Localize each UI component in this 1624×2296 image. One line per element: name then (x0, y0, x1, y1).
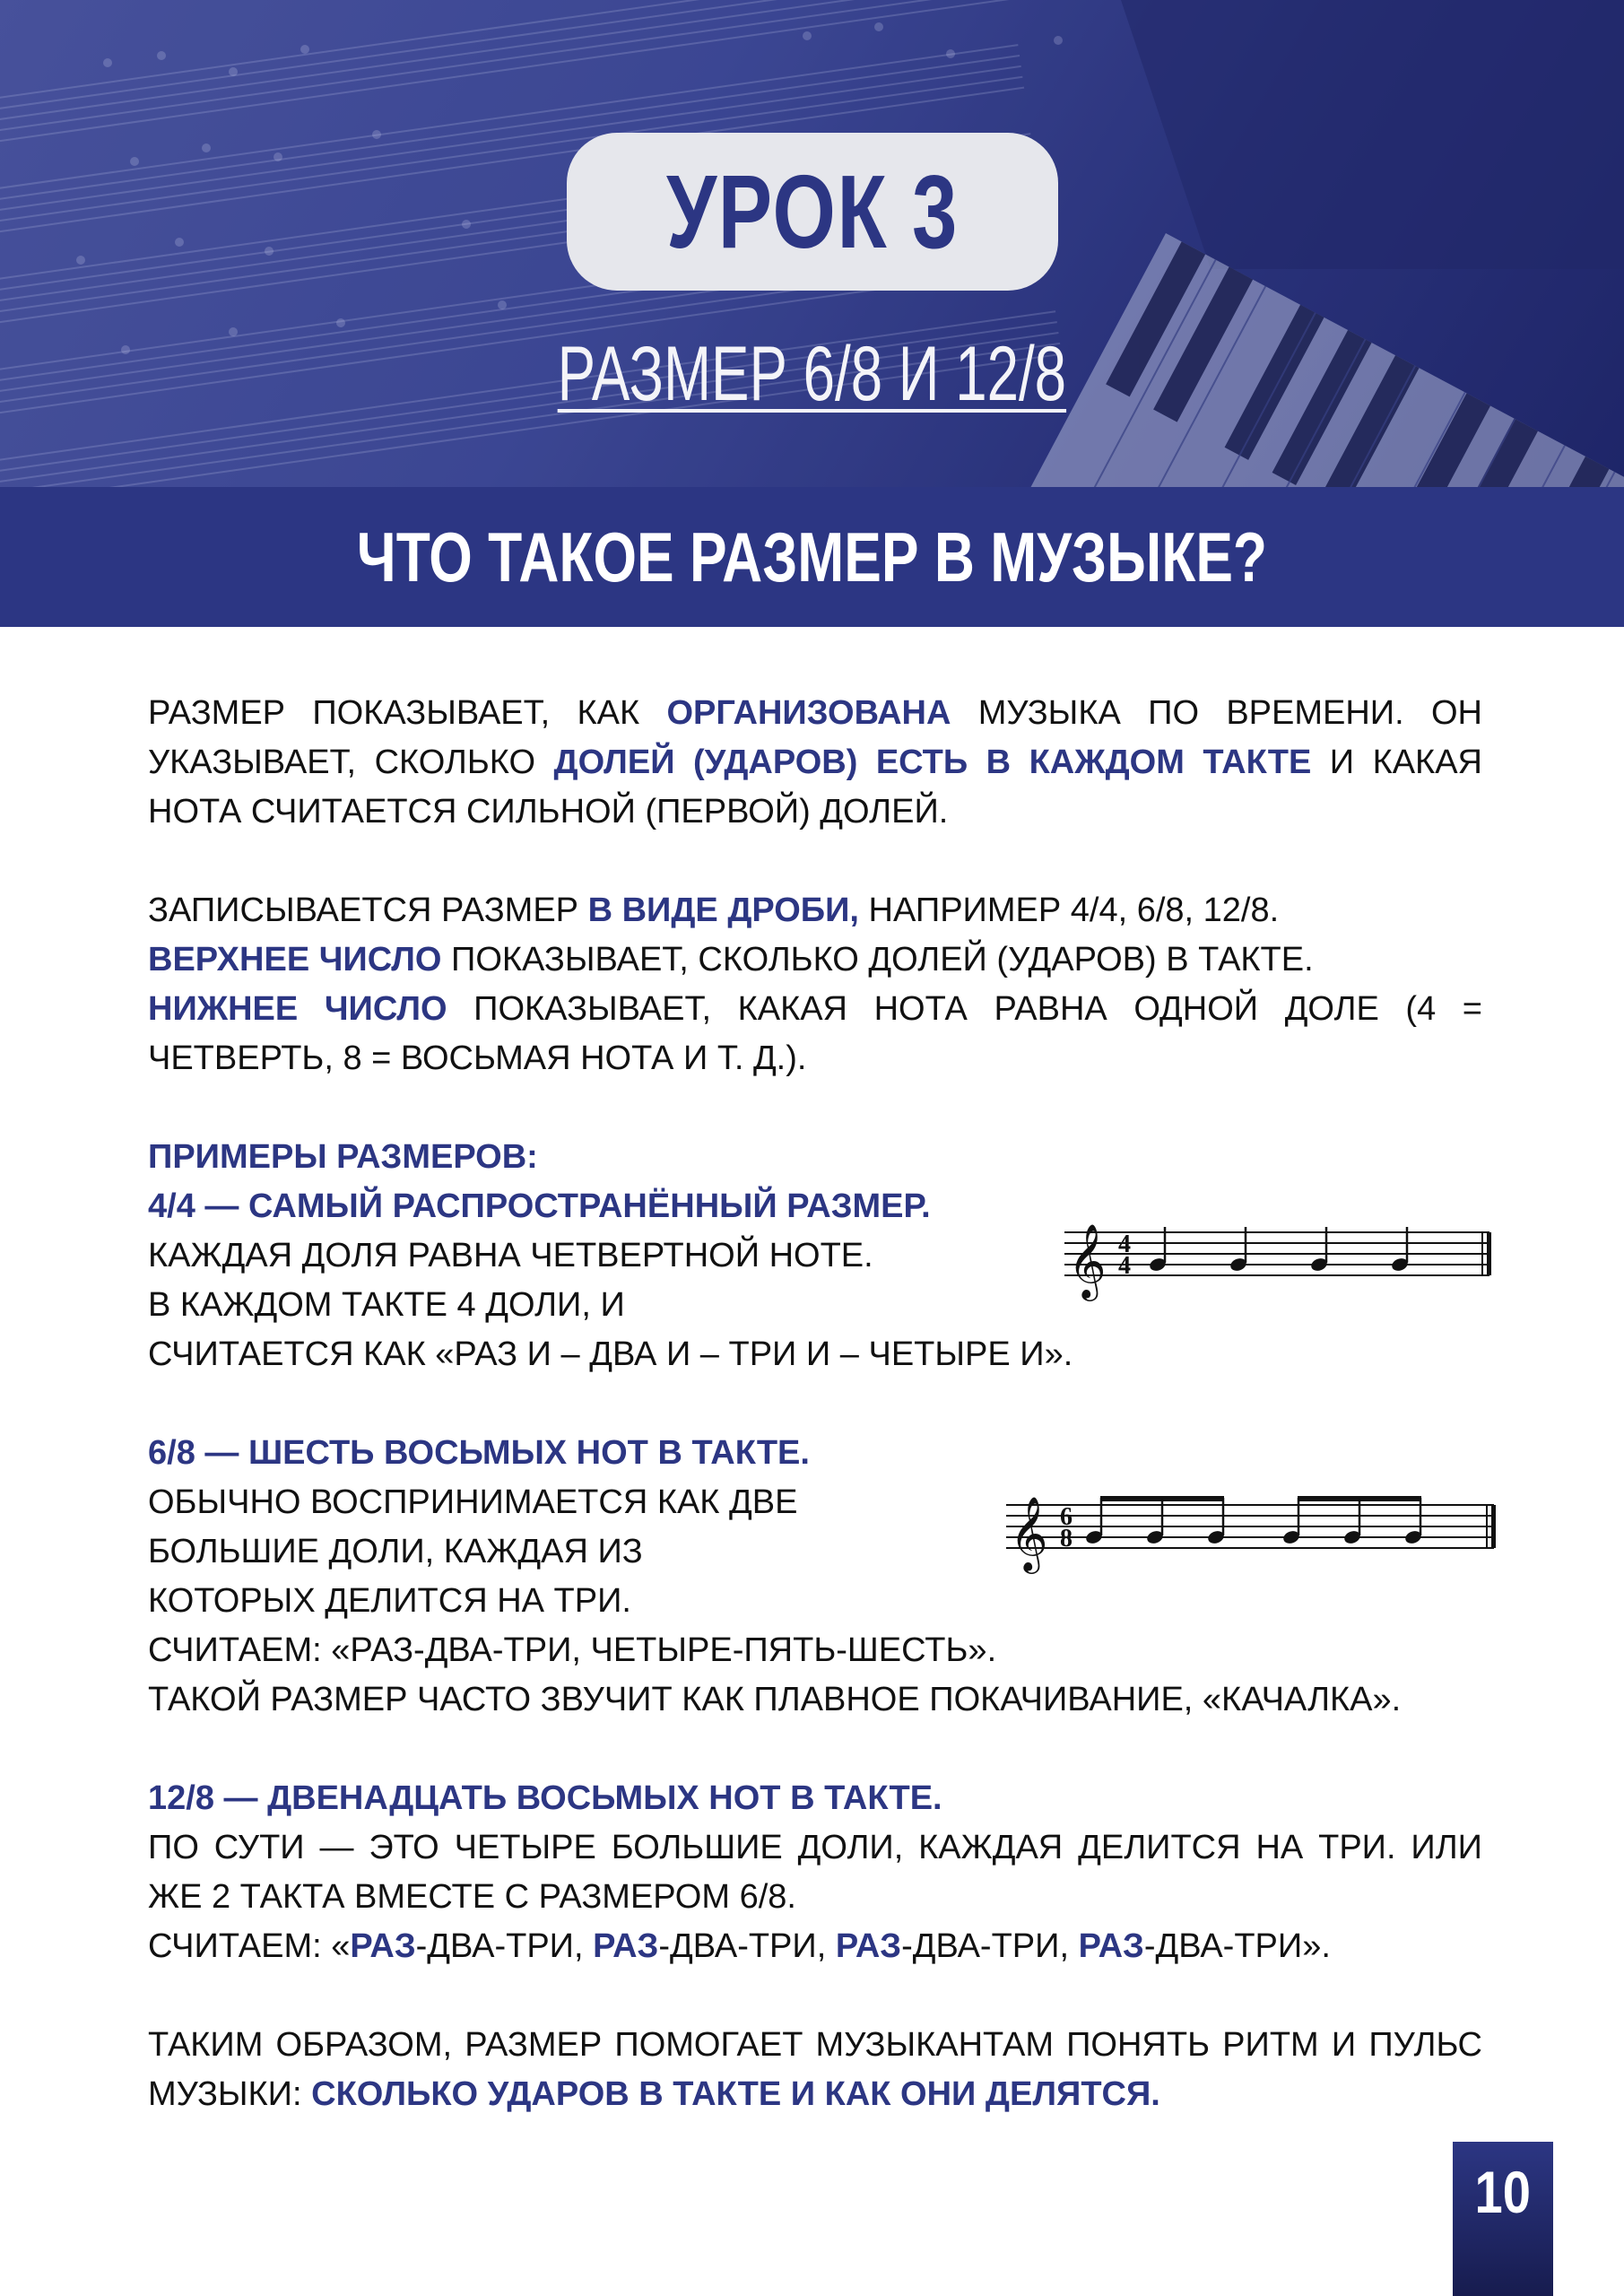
bottom-number-paragraph (148, 985, 1482, 1083)
treble-clef-icon: 𝄞 (1068, 1222, 1107, 1298)
hero-banner (0, 0, 1624, 487)
conclusion-paragraph (148, 2021, 1482, 2119)
section-title-band (0, 487, 1624, 627)
treble-clef-icon: 𝄞 (1010, 1495, 1048, 1570)
examples-heading: ПРИМЕРЫ РАЗМЕРОВ: (148, 1138, 538, 1176)
time-sig-top: 4 (1118, 1231, 1131, 1258)
lesson-subtitle-wrap (0, 330, 1624, 419)
staff-4-4-illustration (1061, 1213, 1500, 1302)
count-raz: РАЗ (1078, 1927, 1144, 1965)
example-68-line: КОТОРЫХ ДЕЛИТСЯ НА ТРИ. (148, 1582, 631, 1620)
main-content (148, 689, 1482, 2119)
lesson-title: УРОК 3 (666, 153, 959, 270)
page-number: 10 (1474, 2159, 1532, 2225)
example-68-line: СЧИТАЕМ: «РАЗ-ДВА-ТРИ, ЧЕТЫРЕ-ПЯТЬ-ШЕСТЬ». (148, 1631, 997, 1669)
example-44-line: КАЖДАЯ ДОЛЯ РАВНА ЧЕТВЕРТНОЙ НОТЕ. (148, 1237, 873, 1274)
intro-text: И КАКАЯ НОТА СЧИТАЕТСЯ СИЛЬНОЙ (ПЕРВОЙ) ДОЛЕЙ. (148, 744, 1482, 831)
example-44-line: В КАЖДОМ ТАКТЕ 4 ДОЛИ, И (148, 1286, 625, 1324)
count-raz: РАЗ (350, 1927, 416, 1965)
count-rest: -ДВА-ТРИ, (901, 1927, 1079, 1965)
conclusion-highlight: СКОЛЬКО УДАРОВ В ТАКТЕ И КАК ОНИ ДЕЛЯТСЯ. (311, 2075, 1160, 2113)
intro-text: РАЗМЕР ПОКАЗЫВАЕТ, КАК (148, 694, 667, 732)
time-sig-bottom: 8 (1060, 1525, 1073, 1552)
time-sig-top: 6 (1060, 1503, 1073, 1531)
intro-highlight: ДОЛЕЙ (УДАРОВ) ЕСТЬ В КАЖДОМ ТАКТЕ (553, 744, 1312, 781)
quarter-notes (1148, 1227, 1409, 1273)
bottom-number-label: НИЖНЕЕ ЧИСЛО (148, 990, 447, 1028)
example-128-line: ПО СУТИ — ЭТО ЧЕТЫРЕ БОЛЬШИЕ ДОЛИ, КАЖДАЯ ДЕЛИТСЯ НА ТРИ. ИЛИ ЖЕ 2 ТАКТА ВМЕСТЕ С РАЗМЕРОМ 6/8. (148, 1829, 1482, 1916)
count-raz: РАЗ (835, 1927, 902, 1965)
intro-highlight: ОРГАНИЗОВАНА (666, 694, 951, 732)
example-68-title: 6/8 — ШЕСТЬ ВОСЬМЫХ НОТ В ТАКТЕ. (148, 1434, 810, 1472)
page-number-badge (1453, 2142, 1553, 2296)
example-128-count (148, 1922, 1482, 1971)
lesson-title-pill (567, 133, 1058, 291)
example-68-line: ТАКОЙ РАЗМЕР ЧАСТО ЗВУЧИТ КАК ПЛАВНОЕ ПОКАЧИВАНИЕ, «КАЧАЛКА». (148, 1681, 1402, 1718)
bottom-number-text: ПОКАЗЫВАЕТ, КАКАЯ НОТА РАВНА ОДНОЙ ДОЛЕ (4 = ЧЕТВЕРТЬ, 8 = ВОСЬМАЯ НОТА И Т. Д.). (148, 990, 1482, 1077)
fraction-text: ЗАПИСЫВАЕТСЯ РАЗМЕР (148, 891, 588, 929)
top-number-label: ВЕРХНЕЕ ЧИСЛО (148, 941, 442, 978)
fraction-highlight: В ВИДЕ ДРОБИ, (587, 891, 859, 929)
intro-paragraph (148, 689, 1482, 837)
top-number-text: ПОКАЗЫВАЕТ, СКОЛЬКО ДОЛЕЙ (УДАРОВ) В ТАКТЕ. (441, 941, 1314, 978)
time-sig-bottom: 4 (1118, 1252, 1131, 1280)
example-68-line: БОЛЬШИЕ ДОЛИ, КАЖДАЯ ИЗ (148, 1533, 643, 1570)
section-title: ЧТО ТАКОЕ РАЗМЕР В МУЗЫКЕ? (356, 517, 1268, 596)
count-prefix: СЧИТАЕМ: « (148, 1927, 351, 1965)
staff-6-8-illustration (1003, 1482, 1505, 1580)
example-68-line: ОБЫЧНО ВОСПРИНИМАЕТСЯ КАК ДВЕ (148, 1483, 798, 1521)
example-44-title: 4/4 — САМЫЙ РАСПРОСТРАНЁННЫЙ РАЗМЕР. (148, 1187, 931, 1225)
count-raz: РАЗ (593, 1927, 659, 1965)
intro-text: МУЗЫКА ПО ВРЕМЕНИ. ОН УКАЗЫВАЕТ, СКОЛЬКО (148, 694, 1482, 781)
fraction-paragraph (148, 886, 1482, 935)
lesson-subtitle: РАЗМЕР 6/8 И 12/8 (557, 331, 1067, 417)
count-rest: -ДВА-ТРИ, (415, 1927, 594, 1965)
count-rest: -ДВА-ТРИ». (1143, 1927, 1331, 1965)
fraction-text: НАПРИМЕР 4/4, 6/8, 12/8. (858, 891, 1280, 929)
conclusion-text: ТАКИМ ОБРАЗОМ, РАЗМЕР ПОМОГАЕТ МУЗЫКАНТАМ ПОНЯТЬ РИТМ И ПУЛЬС МУЗЫКИ: (148, 2026, 1482, 2113)
top-number-paragraph (148, 935, 1482, 985)
example-128-title: 12/8 — ДВЕНАДЦАТЬ ВОСЬМЫХ НОТ В ТАКТЕ. (148, 1779, 942, 1817)
count-rest: -ДВА-ТРИ, (658, 1927, 836, 1965)
example-44-line: СЧИТАЕТСЯ КАК «РАЗ И – ДВА И – ТРИ И – ЧЕТЫРЕ И». (148, 1335, 1073, 1373)
